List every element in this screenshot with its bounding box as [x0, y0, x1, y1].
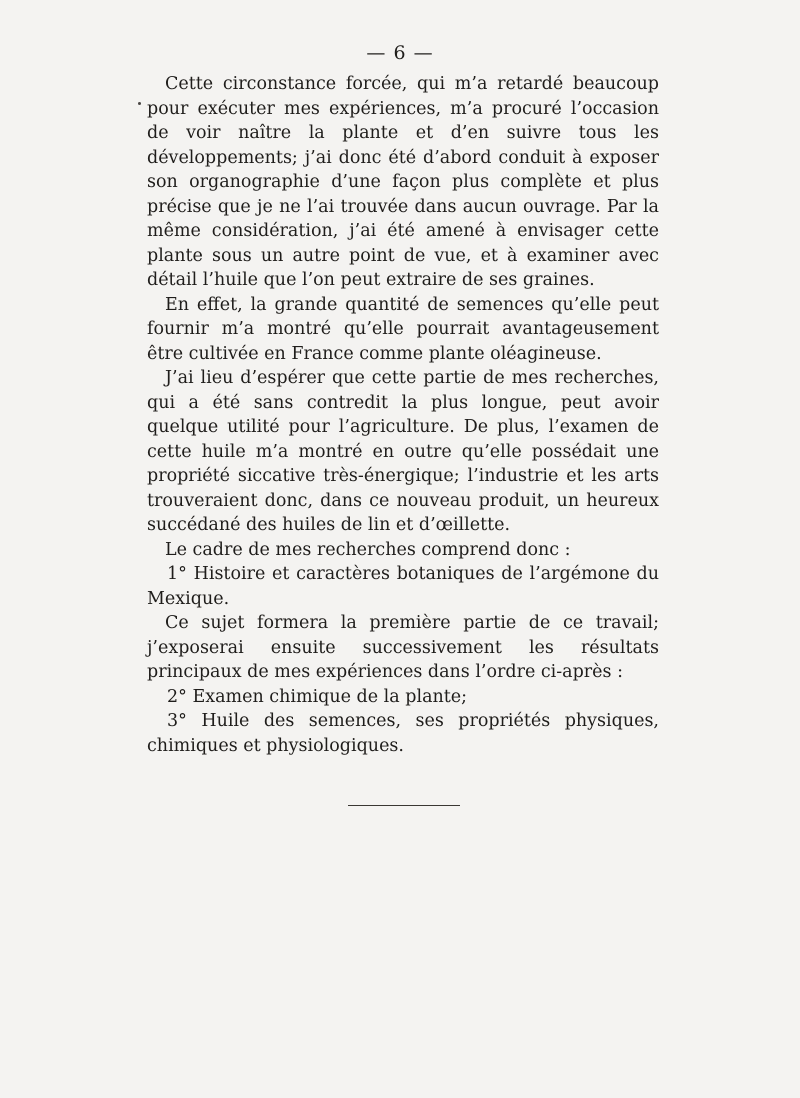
paragraph: Ce sujet formera la première partie de ce travail; j’exposerai ensuite successivement les résultats principaux de mes expériences dans l’ordre ci-après :	[147, 613, 659, 682]
paragraph: Cette circonstance forcée, qui m’a retardé beaucoup pour exécuter mes expériences, m’a procuré l’occasion de voir naître la plante et d’en suivre tous les développements; j’ai donc été d’abord conduit à exposer son organographie d’une façon plus complète et plus précise que je ne l’ai trouvée dans aucun ouvrage. Par la même considération, j’ai été amené à envisager cette plante sous un autre point de vue, et à examiner avec détail l’huile que l’on peut extraire de ses graines.	[147, 74, 659, 290]
list-item: 3° Huile des semences, ses propriétés physiques, chimiques et physiologiques.	[147, 711, 659, 756]
list-item: 2° Examen chimique de la plante;	[167, 686, 468, 707]
paragraph: J’ai lieu d’espérer que cette partie de mes recherches, qui a été sans contredit la plus longue, peut avoir quelque utilité pour l’agriculture. De plus, l’examen de cette huile m’a montré en outre qu’elle possédait une propriété siccative très-énergique; l’industrie et les arts trouveraient donc, dans ce nouveau produit, un heureux succédané des huiles de lin et d’œillette.	[147, 368, 659, 535]
body-text	[147, 72, 659, 758]
section-divider	[348, 805, 460, 806]
paragraph: En effet, la grande quantité de semences qu’elle peut fournir m’a montré qu’elle pourrait avantageusement être cultivée en France comme plante oléagineuse.	[147, 294, 659, 364]
paragraph: Le cadre de mes recherches comprend donc :	[165, 539, 571, 560]
margin-mark	[138, 102, 141, 105]
list-item: 1° Histoire et caractères botaniques de l’argémone du Mexique.	[147, 564, 659, 609]
page-number: — 6 —	[366, 42, 434, 64]
